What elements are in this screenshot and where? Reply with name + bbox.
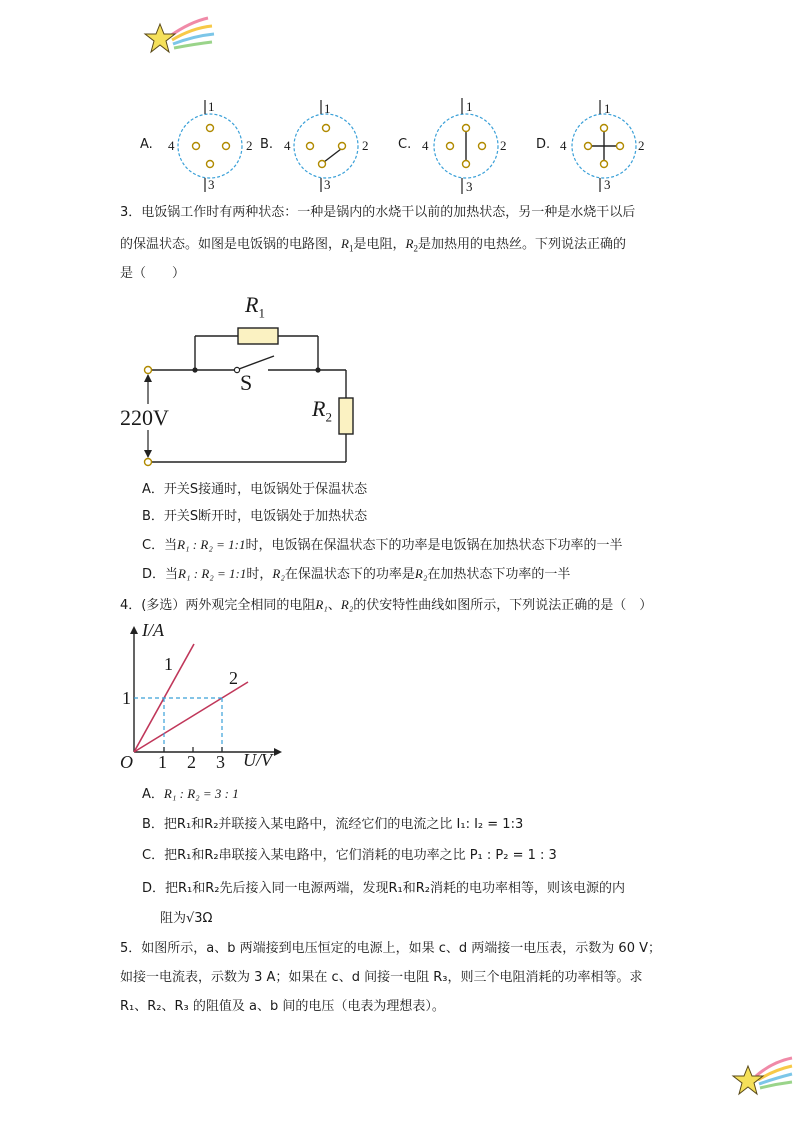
q3-stem-line3: 是（ ） bbox=[120, 266, 186, 281]
option-text: 阻为√3Ω bbox=[160, 911, 213, 926]
terminal-3: 3 bbox=[604, 177, 611, 192]
q3-stem-line1: 3．电饭锅工作时有两种状态：一种是锅内的水烧干以前的加热状态，另一种是水烧干以后 bbox=[120, 205, 636, 220]
terminal-1: 1 bbox=[466, 99, 473, 114]
option-label: D． bbox=[142, 881, 166, 896]
option-text: 把R₁和R₂先后接入同一电源两端，发现R₁和R₂消耗的电功率相等，则该电源的内 bbox=[165, 881, 625, 896]
terminal-2: 2 bbox=[246, 138, 253, 153]
q3-stem-line2 bbox=[120, 235, 626, 258]
option-label: D. bbox=[536, 137, 551, 152]
y-tick-1: 1 bbox=[122, 688, 131, 708]
x-tick-3: 3 bbox=[216, 752, 225, 772]
switch-label: S bbox=[240, 370, 253, 395]
socket-diagram bbox=[138, 96, 258, 196]
option-label: C. bbox=[398, 137, 412, 152]
option-label: C． bbox=[142, 848, 165, 863]
option-label: C． bbox=[142, 538, 165, 553]
y-axis-label: I/A bbox=[142, 620, 164, 640]
option-label: B. bbox=[260, 137, 274, 152]
r2-symbol: R₂ bbox=[340, 597, 354, 612]
option-text: 在保温状态下的功率是 bbox=[284, 567, 415, 582]
r2-circuit-label bbox=[312, 396, 332, 425]
terminal-1: 1 bbox=[208, 99, 215, 114]
q4-option-c[interactable] bbox=[142, 847, 557, 865]
q2-option-c bbox=[396, 96, 516, 196]
q3-option-d[interactable] bbox=[142, 565, 570, 584]
terminal-2: 2 bbox=[500, 138, 507, 153]
option-label: B． bbox=[142, 509, 164, 524]
line-2-label: 2 bbox=[229, 668, 238, 688]
option-text: 把R₁和R₂并联接入某电路中，流经它们的电流之比 I₁: I₂ = 1:3 bbox=[163, 817, 524, 832]
terminal-4: 4 bbox=[284, 138, 291, 153]
r1-letter: R bbox=[245, 292, 259, 317]
x-tick-1: 1 bbox=[158, 752, 167, 772]
option-label: B． bbox=[142, 817, 164, 832]
voltage-label: 220V bbox=[120, 405, 169, 430]
q3-stem-text: 的保温状态。如图是电饭锅的电路图， bbox=[120, 237, 342, 252]
option-text: 开关S接通时，电饭锅处于保温状态 bbox=[163, 482, 368, 497]
line-1-label: 1 bbox=[164, 654, 173, 674]
option-text: R₁ : R₂ = 3 : 1 bbox=[163, 786, 239, 801]
q5-line2: 如接一电流表，示数为 3 A；如果在 c、d 间接一电阻 R₃，则三个电阻消耗的功率相等。求 bbox=[120, 970, 643, 985]
q4-option-d[interactable] bbox=[142, 880, 625, 898]
option-text: 时，电饭锅在保温状态下的功率是电饭锅在加热状态下功率的一半 bbox=[245, 538, 623, 553]
option-label: A． bbox=[142, 787, 164, 802]
q4-option-b[interactable] bbox=[142, 816, 523, 834]
ratio-expression: R₁ : R₂ = 1:1 bbox=[178, 566, 247, 581]
terminal-4: 4 bbox=[560, 138, 567, 153]
q4-stem bbox=[120, 596, 652, 615]
socket-diagram bbox=[396, 96, 516, 196]
terminal-3: 3 bbox=[466, 179, 473, 194]
origin-label: O bbox=[120, 752, 133, 772]
q5-line1: 5．如图所示，a、b 两端接到电压恒定的电源上，如果 c、d 两端接一电压表，示数为 60 V； bbox=[120, 941, 661, 956]
q3-option-c[interactable] bbox=[142, 536, 622, 555]
terminal-1: 1 bbox=[324, 101, 331, 116]
q4-option-a[interactable] bbox=[142, 785, 239, 804]
r2-subscript: 2 bbox=[413, 243, 418, 254]
r1-symbol: R₁ bbox=[315, 597, 328, 612]
x-axis-label: U/V bbox=[243, 750, 272, 770]
option-label: D． bbox=[142, 567, 166, 582]
option-text: 当 bbox=[165, 567, 179, 582]
terminal-4: 4 bbox=[168, 138, 175, 153]
shooting-star-icon bbox=[140, 14, 220, 64]
option-text: 开关S断开时，电饭锅处于加热状态 bbox=[163, 509, 368, 524]
option-label: A. bbox=[140, 137, 153, 152]
r1-circuit-label bbox=[245, 292, 265, 321]
q3-option-b[interactable] bbox=[142, 508, 367, 526]
q5-line3: R₁、R₂、R₃ 的阻值及 a、b 间的电压（电表为理想表）。 bbox=[120, 999, 445, 1014]
shooting-star-icon bbox=[728, 1052, 794, 1102]
r1-symbol: R bbox=[341, 236, 349, 251]
r1-subscript: 1 bbox=[348, 243, 354, 254]
q4-option-d-continued bbox=[160, 910, 213, 928]
option-text: 在加热状态下功率的一半 bbox=[427, 567, 571, 582]
ratio-expression: R₁ : R₂ = 1:1 bbox=[177, 537, 246, 552]
q4-stem-text: 的伏安特性曲线如图所示，下列说法正确的是（ ） bbox=[353, 598, 653, 613]
q2-option-b bbox=[258, 96, 378, 196]
terminal-3: 3 bbox=[208, 177, 215, 192]
q3-stem-text: 是电阻， bbox=[353, 237, 406, 252]
terminal-2: 2 bbox=[362, 138, 369, 153]
x-tick-2: 2 bbox=[187, 752, 196, 772]
option-text: 当 bbox=[164, 538, 178, 553]
r2-symbol: R₂ bbox=[272, 566, 285, 581]
r2-sub: 2 bbox=[325, 409, 332, 425]
terminal-4: 4 bbox=[422, 138, 429, 153]
option-text: 时， bbox=[246, 567, 273, 582]
separator: 、 bbox=[327, 598, 341, 613]
q3-option-a[interactable] bbox=[142, 481, 367, 499]
r2-symbol: R₂ bbox=[414, 566, 428, 581]
r1-sub: 1 bbox=[258, 305, 265, 321]
r2-letter: R bbox=[312, 396, 326, 421]
q3-stem-text: 是加热用的电热丝。下列说法正确的 bbox=[417, 237, 626, 252]
q4-stem-text: 4．(多选）两外观完全相同的电阻 bbox=[120, 598, 316, 613]
socket-diagram bbox=[258, 96, 378, 196]
terminal-2: 2 bbox=[638, 138, 645, 153]
r2-symbol: R bbox=[405, 236, 414, 251]
socket-diagram bbox=[534, 96, 654, 196]
terminal-1: 1 bbox=[604, 101, 611, 116]
option-text: 把R₁和R₂串联接入某电路中，它们消耗的电功率之比 P₁ : P₂ = 1 : 3 bbox=[164, 848, 557, 863]
q2-option-d bbox=[534, 96, 654, 196]
terminal-3: 3 bbox=[324, 177, 331, 192]
option-label: A． bbox=[142, 482, 164, 497]
q2-option-a bbox=[138, 96, 258, 196]
